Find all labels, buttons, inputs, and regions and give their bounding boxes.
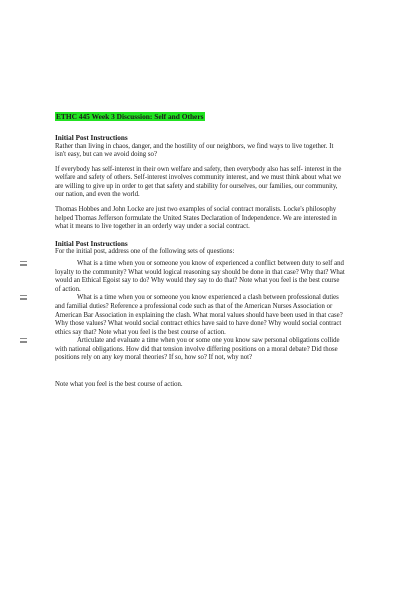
intro-paragraph: Rather than living in chaos, danger, and the hostility of our neighbors, we find ways to live together. It isn't easy, but can we avoid doing so?	[55, 142, 334, 159]
list-item	[55, 337, 345, 363]
questions-intro: For the initial post, address one of the following sets of questions:	[55, 248, 235, 256]
list-bullet-icon	[20, 261, 27, 266]
closing-note: Note what you feel is the best course of action.	[55, 381, 183, 389]
question-text: What is a time when you or someone you know of experienced a conflict between duty to self and loyalty to the community? What would logical reasoning say should be done in that case? Why that? What would an Ethical Egoist say to do? Why would they say to do that? Note what you feel is the best course of action.	[55, 259, 345, 293]
question-list	[55, 260, 345, 363]
list-item	[55, 260, 345, 294]
list-bullet-icon	[20, 295, 27, 300]
section-initial-post	[55, 240, 345, 390]
question-text: What is a time when you or someone you know experienced a clash between professional duties and familial duties? Reference a professional code such as that of the American Nurses Association or American Bar Association in explaining the clash. What moral values should have been used in that case? Why those values? What would social contract ethics have said to have done? Why would social contract ethics say that? Note what you feel is the best course of action.	[55, 294, 343, 336]
section-heading: Initial Post Instructions	[55, 239, 128, 248]
document-page	[55, 106, 345, 390]
social-contract-paragraph: Thomas Hobbes and John Locke are just two examples of social contract moralists. Locke's philosophy helped Thomas Jefferson formulate the United States Declaration of Independence. We are interested in what it means to live together in an orderly way under a social contract.	[55, 206, 337, 231]
document-title: ETHC 445 Week 3 Discussion: Self and Others	[56, 112, 204, 121]
question-text: Articulate and evaluate a time when you or some one you know saw personal obligations collide with national obligations. How did that tension involve differing positions on a moral debate? Did those positions rely on any key moral theories? If so, how so? If not, why not?	[55, 337, 340, 362]
list-item	[55, 294, 345, 337]
self-interest-paragraph: If everybody has self-interest in their own welfare and safety, then everybody also has self- interest in the welfare and safety of others. Self-interest involves community interest, and we must think about what we are willing to give up in order to get that safety and stability for ourselves, our families, our community, our nation, and even the world.	[55, 165, 342, 199]
section-instructions	[55, 134, 345, 232]
section-heading: Initial Post Instructions	[55, 134, 128, 142]
list-bullet-icon	[20, 338, 27, 343]
